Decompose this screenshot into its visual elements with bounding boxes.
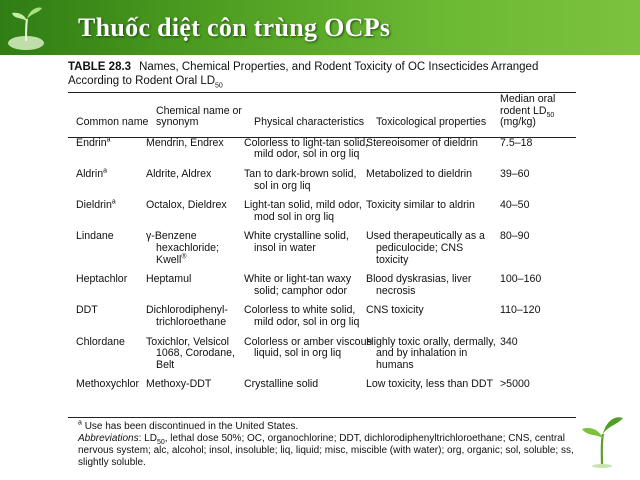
cell-toxicological: Blood dyskrasias, liver necrosis [366, 273, 472, 297]
cell-synonym: Mendrin, Endrex [146, 136, 224, 149]
footnote-a: $^a$ Use has been discontinued in the United States. [78, 419, 299, 432]
cell-ld50: >5000 [500, 378, 530, 391]
table-row [74, 133, 578, 164]
cell-ld50: 7.5–18 [500, 136, 533, 149]
cell-ld50: 80–90 [500, 230, 530, 243]
title-banner [0, 0, 640, 55]
header-ld50-label: Median oral rodent LD [500, 93, 556, 117]
cell-physical: Crystalline solid [244, 378, 319, 391]
header-physical: Physical characteristics [254, 116, 365, 129]
cell-ld50: 100–160 [500, 273, 542, 286]
cell-common-name: Lindane [76, 230, 114, 243]
caption-subscript: 50 [215, 82, 223, 90]
table-row [74, 269, 578, 300]
cell-common-name: Chlordane [76, 335, 125, 348]
slide-title: Thuốc diệt côn trùng OCPs [78, 13, 391, 42]
cell-synonym: Heptamul [146, 273, 192, 286]
hand-with-seedling-icon [6, 3, 46, 53]
header-chemical-name: Chemical name or synonym [156, 104, 242, 129]
cell-synonym: Methoxy-DDT [146, 378, 212, 391]
header-ld50-subscript: 50 [546, 111, 555, 119]
table-number: TABLE 28.3 [68, 61, 132, 73]
cell-ld50: 40–50 [500, 199, 530, 212]
cell-ld50: 340 [500, 335, 518, 348]
table-caption [68, 60, 578, 88]
cell-physical: Colorless or amber viscous liquid, sol in org liq [244, 335, 372, 360]
cell-ld50: 110–120 [500, 304, 541, 317]
header-ld50 [498, 94, 578, 133]
table-bottom-rule [68, 417, 576, 418]
registered-mark: ® [181, 253, 187, 260]
cell-synonym: Toxichlor, Velsicol 1068, Corodane, Belt [146, 335, 235, 371]
cell-synonym: Octalox, Dieldrex [146, 199, 227, 212]
cell-common-name: Methoxychlor [76, 378, 139, 391]
table-row [74, 195, 578, 226]
cell-toxicological: CNS toxicity [366, 304, 424, 317]
cell-toxicological: Stereoisomer of dieldrin [366, 136, 478, 149]
cell-toxicological: Used therapeutically as a pediculocide; CNS toxicity [366, 230, 485, 266]
header-toxicological: Toxicological properties [376, 116, 487, 129]
cell-physical: Tan to dark-brown solid, sol in org liq [244, 167, 357, 192]
cell-common-name: Heptachlor [76, 273, 128, 286]
cell-toxicological: Low toxicity, less than DDT [366, 378, 493, 391]
cell-synonym: Aldrite, Aldrex [146, 167, 212, 180]
table-row [74, 374, 578, 394]
insecticide-table [74, 94, 578, 394]
cell-toxicological: Highly toxic orally, dermally, and by inhalation in humans [366, 335, 496, 371]
cell-physical: White crystalline solid, insol in water [244, 230, 349, 254]
header-ld50-unit: (mg/kg) [500, 116, 536, 129]
cell-common-name: Aldrin$^a$ [76, 167, 107, 180]
cell-physical: Colorless to light-tan solid, mild odor, sol in org liq [244, 136, 369, 161]
cell-physical: Light-tan solid, mild odor, mod sol in org liq [244, 199, 362, 223]
cell-common-name: Dieldrin$^a$ [76, 198, 116, 212]
cell-synonym: γ-Benzene hexachloride; Kwell® [146, 230, 220, 266]
cell-toxicological: Metabolized to dieldrin [366, 167, 472, 180]
cell-physical: White or light-tan waxy solid; camphor odor [244, 273, 352, 297]
cell-ld50: 39–60 [500, 167, 530, 180]
cell-common-name: DDT [76, 304, 98, 317]
table-header-row [74, 94, 578, 133]
table-row [74, 164, 578, 195]
cell-synonym: Dichlorodiphenyl-trichloroethane [146, 304, 228, 328]
header-common-name: Common name [76, 116, 149, 129]
cell-toxicological: Toxicity similar to aldrin [366, 199, 475, 212]
caption-text: Names, Chemical Properties, and Rodent Toxicity of OC Insecticides Arranged According to Rodent Oral LD [68, 61, 539, 87]
table-row [74, 300, 578, 331]
footnote-abbreviations: Abbreviations: $LD_{50}$, lethal dose 50%; OC, organochlorine; DDT, dichlorodiphenyltrichloroethane; CNS, central nervous system; alc, alcohol; insol, insoluble; liq, liquid; misc, miscible (with water); org, organic; sol, soluble; ss, slightly soluble. [78, 433, 574, 468]
cell-common-name: Endrin$^a$ [76, 136, 111, 149]
table-row [74, 332, 578, 375]
cell-physical: Colorless to white solid, mild odor, sol in org liq [244, 304, 360, 328]
table-footnotes [78, 421, 578, 469]
table-row [74, 226, 578, 269]
seedling-icon [578, 412, 628, 468]
